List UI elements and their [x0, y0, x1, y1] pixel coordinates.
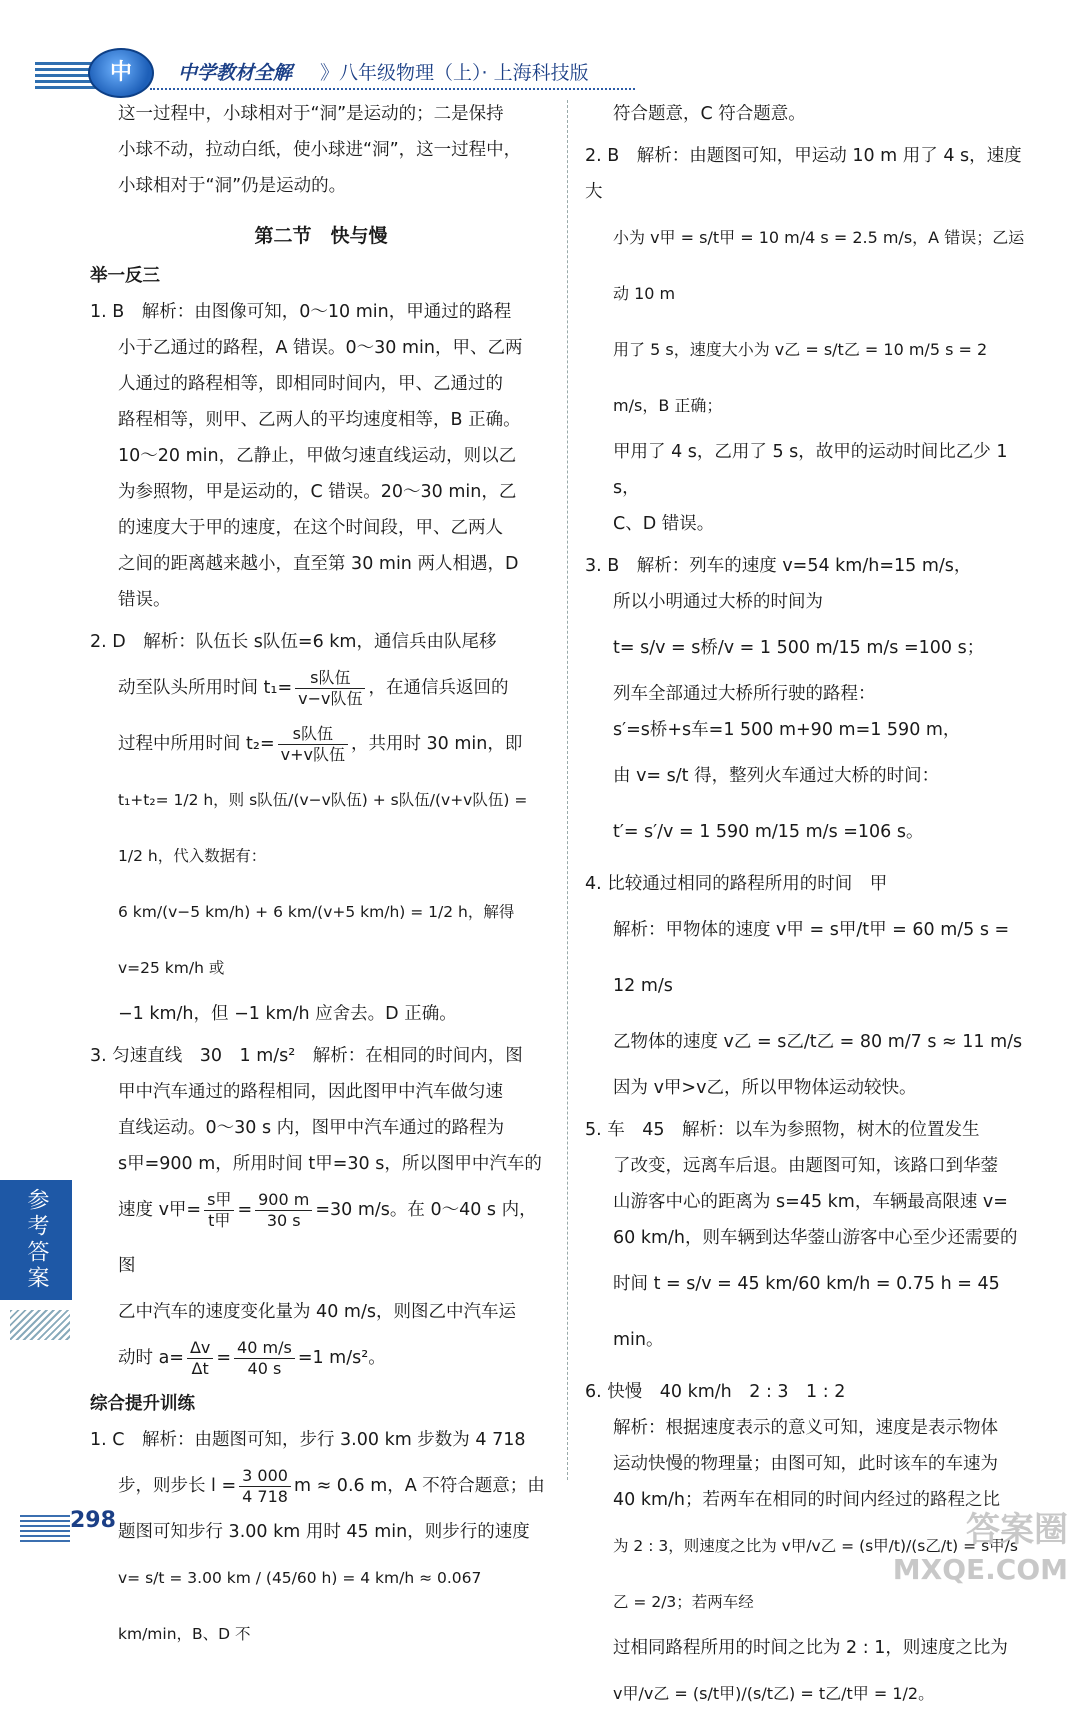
- answer-line: 运动快慢的物理量；由图可知，此时该车的车速为: [613, 1454, 998, 1474]
- answer-line: 10～20 min，乙静止，甲做匀速直线运动，则以乙: [118, 446, 517, 466]
- numerator: s队伍: [278, 724, 348, 745]
- answer-line: 时间 t = s/v = 45 km/60 km/h = 0.75 h = 45 min。: [613, 1274, 1000, 1350]
- answer-line: 直线运动。0～30 s 内，图甲中汽车通过的路程为: [118, 1118, 505, 1138]
- answer-line: s′=s桥+s车=1 500 m+90 m=1 590 m，: [613, 720, 961, 740]
- watermark: [868, 1510, 1068, 1590]
- answer-line: 40 km/h；若两车在相同的时间内经过的路程之比: [613, 1490, 1000, 1510]
- watermark-url: MXQE.COM: [892, 1553, 1068, 1586]
- denominator: v−v队伍: [298, 688, 363, 708]
- text: 步，则步长 l =: [118, 1476, 237, 1496]
- answer-line: 乙中汽车的速度变化量为 40 m/s，则图乙中汽车运: [118, 1302, 516, 1322]
- left-column: [90, 96, 552, 1662]
- answer-line: C、D 错误。: [613, 514, 715, 534]
- answer-line: 因为 v甲>v乙，所以甲物体运动较快。: [613, 1078, 917, 1098]
- answer-line: 1. C 解析：由题图可知，步行 3.00 km 步数为 4 718: [90, 1430, 526, 1450]
- fraction: [187, 1338, 213, 1379]
- numerator: 900 m: [255, 1190, 312, 1211]
- answer-line: 由 v= s/t 得，整列火车通过大桥的时间：: [613, 766, 940, 786]
- denominator: t甲: [208, 1210, 231, 1230]
- intro-line: 小球不动，拉动白纸，使小球进“洞”，这一过程中，: [118, 140, 522, 160]
- answer-line: 山游客中心的距离为 s=45 km，车辆最高限速 v=: [613, 1192, 1008, 1212]
- answer-line: 甲用了 4 s，乙用了 5 s，故甲的运动时间比乙少 1 s，: [613, 442, 1008, 498]
- answer-line: 了改变，远离车后退。由题图可知，该路口到华蓥: [613, 1156, 998, 1176]
- answer-line: 符合题意，C 符合题意。: [613, 104, 806, 124]
- answer-line: 解析：甲物体的速度 v甲 = s甲/t甲 = 60 m/5 s = 12 m/s: [613, 920, 1010, 996]
- answer-line: 的速度大于甲的速度，在这个时间段，甲、乙两人: [118, 518, 503, 538]
- text: 过程中所用时间 t₂=: [118, 734, 275, 754]
- intro-line: 这一过程中，小球相对于“洞”是运动的；二是保持: [118, 104, 504, 124]
- fraction: [295, 668, 365, 709]
- book-subtitle: 》八年级物理（上）· 上海科技版: [320, 62, 589, 84]
- answer-line: 错误。: [118, 590, 171, 610]
- answer-line: 之间的距离越来越小，直至第 30 min 两人相遇，D: [118, 554, 519, 574]
- numerator: s队伍: [295, 668, 365, 689]
- denominator: 30 s: [266, 1210, 301, 1230]
- fraction: [255, 1190, 312, 1231]
- fraction: [204, 1190, 234, 1231]
- section-title: 第二节 快与慢: [254, 225, 388, 247]
- numerator: 40 m/s: [234, 1338, 295, 1359]
- answer-line: 乙物体的速度 v乙 = s乙/t乙 = 80 m/7 s ≈ 11 m/s: [613, 1032, 1023, 1052]
- answer-line: t₁+t₂= 1/2 h，则 s队伍/(v−v队伍) + s队伍/(v+v队伍) = 1/2 h，代入数据有：: [118, 791, 528, 865]
- numerator: 3 000: [239, 1466, 291, 1487]
- watermark-text: 答案圈: [966, 1510, 1068, 1550]
- text: =1 m/s²。: [297, 1348, 386, 1368]
- answer-line: 3. B 解析：列车的速度 v=54 km/h=15 m/s，: [585, 556, 972, 576]
- text: =30 m/s。在 0～40 s 内，图: [118, 1200, 537, 1276]
- page-header: [0, 0, 1083, 100]
- answer-line: 过相同路程所用的时间之比为 2 : 1，则速度之比为: [613, 1638, 1008, 1658]
- text: 速度 v甲=: [118, 1200, 202, 1220]
- answer-line: 5. 车 45 解析：以车为参照物，树木的位置发生: [585, 1120, 980, 1140]
- answer-line: 3. 匀速直线 30 1 m/s² 解析：在相同的时间内，图: [90, 1046, 523, 1066]
- fraction: [234, 1338, 295, 1379]
- answer-line: 1. B 解析：由图像可知，0～10 min，甲通过的路程: [90, 302, 512, 322]
- answer-line: v= s/t = 3.00 km / (45/60 h) = 4 km/h ≈ 0.067 km/min，B、D 不: [118, 1569, 482, 1643]
- answer-line: 2. B 解析：由题图可知，甲运动 10 m 用了 4 s，速度大: [585, 146, 1022, 202]
- answer-line: 路程相等，则甲、乙两人的平均速度相等，B 正确。: [118, 410, 521, 430]
- answer-line: 速度 v甲= s甲 t甲 = $\frac{900 m}{30 s}$ =30 m/s。在 0～40 s 内，图: [118, 1189, 537, 1276]
- answer-line: [90, 660, 552, 716]
- book-title: 中学教材全解: [178, 62, 293, 84]
- answer-line: 所以小明通过大桥的时间为: [613, 592, 823, 612]
- subsection-title: 综合提升训练: [90, 1394, 195, 1414]
- answer-line: [90, 716, 552, 772]
- pagenum-stripes: [20, 1515, 70, 1545]
- answer-line: t= s/v = s桥/v = 1 500 m/15 m/s =100 s；: [613, 638, 985, 658]
- numerator: s甲: [204, 1190, 234, 1211]
- answer-line: 4. 比较通过相同的路程所用的时间 甲: [585, 874, 888, 894]
- answer-line: 解析：根据速度表示的意义可知，速度是表示物体: [613, 1418, 998, 1438]
- denominator: v+v队伍: [280, 744, 345, 764]
- answer-line: 小为 v甲 = s/t甲 = 10 m/4 s = 2.5 m/s，A 错误；乙运动 10 m: [613, 228, 1025, 303]
- side-tab: 参考答案: [0, 1180, 72, 1300]
- answer-line: 2. D 解析：队伍长 s队伍=6 km，通信兵由队尾移: [90, 632, 497, 652]
- side-stripes: [10, 1310, 70, 1340]
- answer-line: s甲=900 m，所用时间 t甲=30 s，所以图甲中汽车的: [118, 1154, 542, 1174]
- column-divider: [567, 100, 568, 1480]
- fraction: [278, 724, 348, 765]
- text: 动时 a=: [118, 1348, 184, 1368]
- answer-line: 人通过的路程相等，即相同时间内，甲、乙通过的: [118, 374, 503, 394]
- answer-line: 为参照物，甲是运动的，C 错误。20～30 min，乙: [118, 482, 517, 502]
- answer-line: 为 2 : 3，则速度之比为 v甲/v乙 = (s甲/t)/(s乙/t) = s甲/s乙 = 2/3；若两车经: [613, 1537, 1018, 1611]
- denominator: 40 s: [247, 1358, 282, 1378]
- text: m ≈ 0.6 m，A 不符合题意；由: [293, 1476, 545, 1496]
- text: ，共用时 30 min，即: [350, 734, 523, 754]
- fraction: [239, 1466, 291, 1507]
- book-logo: 中: [88, 48, 154, 98]
- answer-line: 题图可知步行 3.00 km 用时 45 min，则步行的速度: [118, 1522, 530, 1542]
- answer-line: 列车全部通过大桥所行驶的路程：: [613, 684, 876, 704]
- answer-line: 用了 5 s，速度大小为 v乙 = s/t乙 = 10 m/5 s = 2 m/s，B 正确；: [613, 340, 988, 415]
- denominator: Δt: [191, 1358, 209, 1378]
- answer-line: 甲中汽车通过的路程相同，因此图甲中汽车做匀速: [118, 1082, 503, 1102]
- page-number: 298: [70, 1508, 116, 1533]
- answer-line: 6. 快慢 40 km/h 2 : 3 1 : 2: [585, 1382, 846, 1402]
- text: 动至队头所用时间 t₁=: [118, 678, 293, 698]
- denominator: 4 718: [242, 1486, 288, 1506]
- answer-line: t′= s′/v = 1 590 m/15 m/s =106 s。: [613, 822, 924, 842]
- text: ，在通信兵返回的: [368, 678, 509, 698]
- right-column: [585, 96, 1025, 1722]
- intro-line: 小球相对于“洞”仍是运动的。: [118, 176, 347, 196]
- answer-line: [90, 1458, 552, 1514]
- answer-line: 6 km/(v−5 km/h) + 6 km/(v+5 km/h) = 1/2 h，解得 v=25 km/h 或: [118, 903, 515, 977]
- answer-line: −1 km/h，但 −1 km/h 应舍去。D 正确。: [118, 1004, 457, 1024]
- answer-line: 动时 a= $\frac{\Delta v}{\Delta t}$ = $\frac{40 m/s}{40 s}$ =1 m/s²。: [118, 1337, 386, 1378]
- header-rule: [150, 88, 635, 90]
- subsection-title: 举一反三: [90, 266, 160, 286]
- answer-line: v甲/v乙 = (s/t甲)/(s/t乙) = t乙/t甲 = 1/2。: [613, 1684, 935, 1703]
- answer-line: 60 km/h，则车辆到达华蓥山游客中心至少还需要的: [613, 1228, 1018, 1248]
- answer-line: 小于乙通过的路程，A 错误。0～30 min，甲、乙两: [118, 338, 523, 358]
- numerator: Δv: [187, 1338, 213, 1359]
